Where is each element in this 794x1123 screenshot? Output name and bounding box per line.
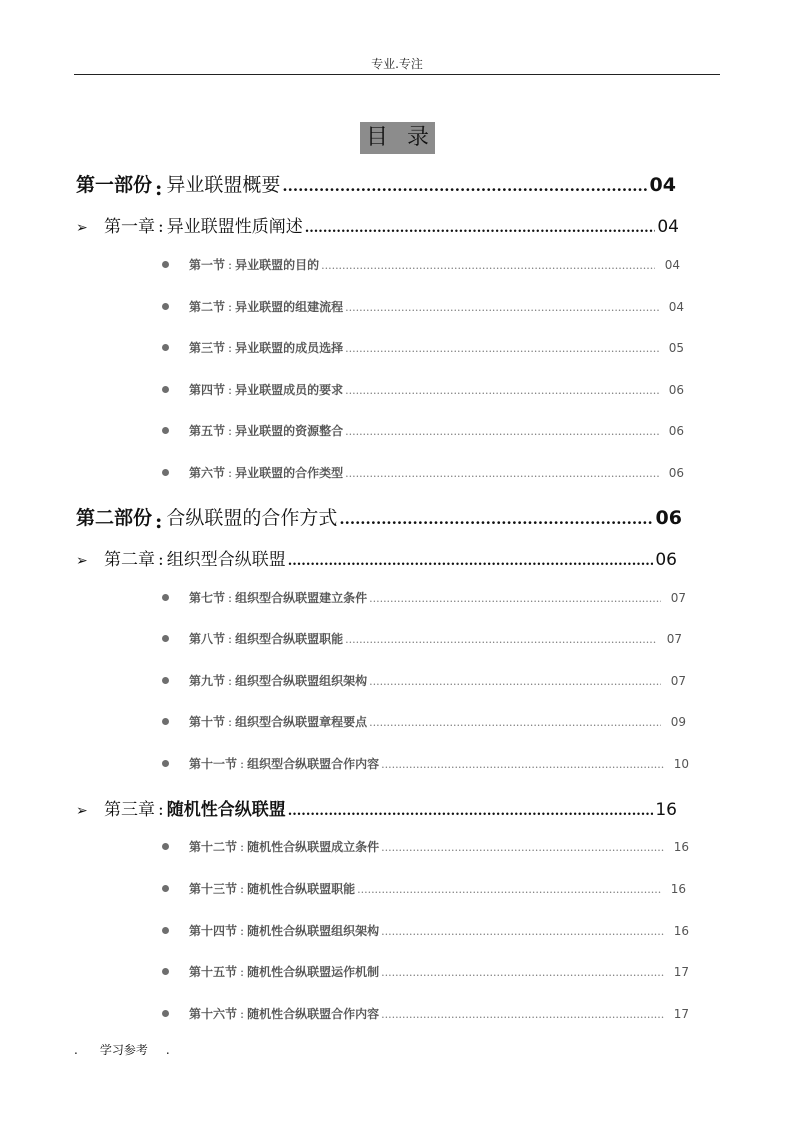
toc-title-right: 录 bbox=[406, 125, 429, 150]
bullet-dot-icon bbox=[162, 635, 169, 642]
dot-leader bbox=[345, 342, 659, 355]
toc-chapter-3[interactable] bbox=[76, 795, 677, 820]
dot-leader bbox=[369, 716, 661, 729]
section-separator: : bbox=[228, 258, 233, 272]
section-separator: : bbox=[228, 300, 233, 314]
dot-leader bbox=[345, 467, 659, 480]
dot-leader bbox=[381, 841, 664, 854]
section-label: 第十节 bbox=[189, 715, 226, 729]
page-number: 06 bbox=[655, 550, 677, 570]
toc-section-5[interactable] bbox=[162, 422, 684, 439]
section-separator: : bbox=[240, 882, 245, 896]
toc-section-4[interactable] bbox=[162, 381, 684, 398]
section-label: 第九节 bbox=[189, 674, 226, 688]
section-name: 随机性合纵联盟运作机制 bbox=[247, 965, 380, 979]
toc-section-1[interactable] bbox=[162, 256, 680, 273]
section-name: 异业联盟的合作类型 bbox=[235, 466, 344, 480]
section-name: 异业联盟的目的 bbox=[235, 258, 320, 272]
part-separator: : bbox=[155, 509, 163, 533]
chapter-label: 第一章 bbox=[104, 217, 155, 237]
section-name: 随机性合纵联盟职能 bbox=[247, 882, 356, 896]
toc-section-16[interactable] bbox=[162, 1005, 689, 1022]
toc-chapter-2[interactable] bbox=[76, 545, 677, 570]
part-separator: : bbox=[155, 176, 163, 200]
bullet-dot-icon bbox=[162, 303, 169, 310]
section-separator: : bbox=[240, 965, 245, 979]
toc-section-11[interactable] bbox=[162, 755, 689, 772]
part-label: 第一部份 bbox=[76, 174, 153, 196]
bullet-dot-icon bbox=[162, 344, 169, 351]
section-label: 第十二节 bbox=[189, 840, 238, 854]
arrow-bullet-icon: ➢ bbox=[76, 553, 88, 569]
section-label: 第十五节 bbox=[189, 965, 238, 979]
dot-leader bbox=[345, 633, 657, 646]
section-label: 第一节 bbox=[189, 258, 226, 272]
bullet-dot-icon bbox=[162, 677, 169, 684]
section-label: 第二节 bbox=[189, 300, 226, 314]
page-number: 17 bbox=[673, 1007, 689, 1021]
section-separator: : bbox=[240, 924, 245, 938]
section-separator: : bbox=[228, 466, 233, 480]
toc-section-7[interactable] bbox=[162, 589, 686, 606]
toc-section-12[interactable] bbox=[162, 838, 689, 855]
section-name: 组织型合纵联盟职能 bbox=[235, 632, 344, 646]
page-footer bbox=[74, 1041, 170, 1058]
dot-leader bbox=[305, 221, 656, 236]
section-name: 组织型合纵联盟章程要点 bbox=[235, 715, 368, 729]
page-number: 04 bbox=[649, 174, 676, 196]
bullet-dot-icon bbox=[162, 760, 169, 767]
bullet-dot-icon bbox=[162, 1010, 169, 1017]
bullet-dot-icon bbox=[162, 427, 169, 434]
page-number: 17 bbox=[673, 965, 689, 979]
toc-part-2[interactable] bbox=[76, 503, 682, 533]
page-number: 06 bbox=[655, 507, 682, 529]
dot-leader bbox=[381, 966, 664, 979]
chapter-name: 异业联盟性质阐述 bbox=[166, 217, 303, 237]
page-number: 06 bbox=[668, 424, 684, 438]
section-separator: : bbox=[228, 341, 233, 355]
section-label: 第十四节 bbox=[189, 924, 238, 938]
section-separator: : bbox=[228, 424, 233, 438]
bullet-dot-icon bbox=[162, 469, 169, 476]
toc-section-15[interactable] bbox=[162, 963, 689, 980]
dot-leader bbox=[357, 883, 661, 896]
dot-leader bbox=[369, 592, 661, 605]
section-separator: : bbox=[228, 632, 233, 646]
section-name: 随机性合纵联盟合作内容 bbox=[247, 1007, 380, 1021]
section-label: 第七节 bbox=[189, 591, 226, 605]
page-header: 专业.专注 bbox=[74, 54, 720, 75]
page-number: 16 bbox=[673, 924, 689, 938]
page-number: 04 bbox=[668, 300, 684, 314]
dot-leader bbox=[288, 804, 654, 819]
toc-section-14[interactable] bbox=[162, 922, 689, 939]
chapter-label: 第二章 bbox=[104, 550, 155, 570]
toc-section-3[interactable] bbox=[162, 339, 684, 356]
page-number: 10 bbox=[673, 757, 689, 771]
page-number: 04 bbox=[657, 217, 679, 237]
chapter-label: 第三章 bbox=[104, 800, 155, 820]
arrow-bullet-icon: ➢ bbox=[76, 220, 88, 236]
bullet-dot-icon bbox=[162, 718, 169, 725]
page-number: 09 bbox=[670, 715, 686, 729]
section-label: 第四节 bbox=[189, 383, 226, 397]
page-number: 07 bbox=[670, 591, 686, 605]
chapter-separator: : bbox=[158, 550, 164, 570]
page-number: 06 bbox=[668, 466, 684, 480]
page-number: 06 bbox=[668, 383, 684, 397]
page-number: 07 bbox=[670, 674, 686, 688]
footer-dot-right: . bbox=[165, 1043, 170, 1057]
chapter-separator: : bbox=[158, 217, 164, 237]
footer-dot-left: . bbox=[74, 1043, 78, 1057]
section-label: 第三节 bbox=[189, 341, 226, 355]
section-name: 异业联盟成员的要求 bbox=[235, 383, 344, 397]
section-label: 第十一节 bbox=[189, 757, 238, 771]
section-separator: : bbox=[240, 840, 245, 854]
bullet-dot-icon bbox=[162, 386, 169, 393]
section-separator: : bbox=[240, 1007, 245, 1021]
toc-title bbox=[360, 122, 435, 154]
part-label: 第二部份 bbox=[76, 507, 153, 529]
section-label: 第六节 bbox=[189, 466, 226, 480]
section-separator: : bbox=[228, 591, 233, 605]
dot-leader bbox=[282, 177, 647, 195]
toc-chapter-1[interactable] bbox=[76, 212, 679, 237]
bullet-dot-icon bbox=[162, 843, 169, 850]
toc-section-2[interactable] bbox=[162, 298, 684, 315]
dot-leader bbox=[288, 554, 654, 569]
dot-leader bbox=[345, 384, 659, 397]
toc-section-9[interactable] bbox=[162, 672, 686, 689]
page-number: 16 bbox=[655, 800, 677, 820]
chapter-name: 随机性合纵联盟 bbox=[166, 800, 286, 820]
section-name: 异业联盟的资源整合 bbox=[235, 424, 344, 438]
dot-leader bbox=[321, 259, 655, 272]
bullet-dot-icon bbox=[162, 261, 169, 268]
part-name: 合纵联盟的合作方式 bbox=[166, 507, 338, 529]
bullet-dot-icon bbox=[162, 594, 169, 601]
section-name: 随机性合纵联盟成立条件 bbox=[247, 840, 380, 854]
page-number: 07 bbox=[666, 632, 682, 646]
toc-part-1[interactable] bbox=[76, 170, 676, 200]
chapter-name: 组织型合纵联盟 bbox=[166, 550, 286, 570]
part-name: 异业联盟概要 bbox=[166, 174, 281, 196]
bullet-dot-icon bbox=[162, 885, 169, 892]
dot-leader bbox=[369, 675, 661, 688]
page-number: 16 bbox=[670, 882, 686, 896]
dot-leader bbox=[381, 758, 664, 771]
toc-section-6[interactable] bbox=[162, 464, 684, 481]
dot-leader bbox=[381, 925, 664, 938]
section-name: 组织型合纵联盟合作内容 bbox=[247, 757, 380, 771]
section-label: 第十三节 bbox=[189, 882, 238, 896]
dot-leader bbox=[345, 425, 659, 438]
footer-text: 学习参考 bbox=[99, 1043, 148, 1057]
section-name: 异业联盟的组建流程 bbox=[235, 300, 344, 314]
section-separator: : bbox=[228, 383, 233, 397]
section-name: 随机性合纵联盟组织架构 bbox=[247, 924, 380, 938]
section-label: 第八节 bbox=[189, 632, 226, 646]
section-separator: : bbox=[228, 674, 233, 688]
arrow-bullet-icon: ➢ bbox=[76, 803, 88, 819]
section-separator: : bbox=[228, 715, 233, 729]
section-label: 第五节 bbox=[189, 424, 226, 438]
toc-title-left: 目 bbox=[366, 125, 389, 150]
section-name: 异业联盟的成员选择 bbox=[235, 341, 344, 355]
page-number: 05 bbox=[668, 341, 684, 355]
bullet-dot-icon bbox=[162, 927, 169, 934]
section-label: 第十六节 bbox=[189, 1007, 238, 1021]
toc-section-10[interactable] bbox=[162, 713, 686, 730]
bullet-dot-icon bbox=[162, 968, 169, 975]
toc-section-8[interactable] bbox=[162, 630, 682, 647]
dot-leader bbox=[339, 510, 653, 528]
chapter-separator: : bbox=[158, 800, 164, 820]
section-name: 组织型合纵联盟建立条件 bbox=[235, 591, 368, 605]
dot-leader bbox=[345, 301, 659, 314]
section-name: 组织型合纵联盟组织架构 bbox=[235, 674, 368, 688]
dot-leader bbox=[381, 1008, 664, 1021]
section-separator: : bbox=[240, 757, 245, 771]
toc-section-13[interactable] bbox=[162, 880, 686, 897]
page-number: 16 bbox=[673, 840, 689, 854]
page-number: 04 bbox=[664, 258, 680, 272]
